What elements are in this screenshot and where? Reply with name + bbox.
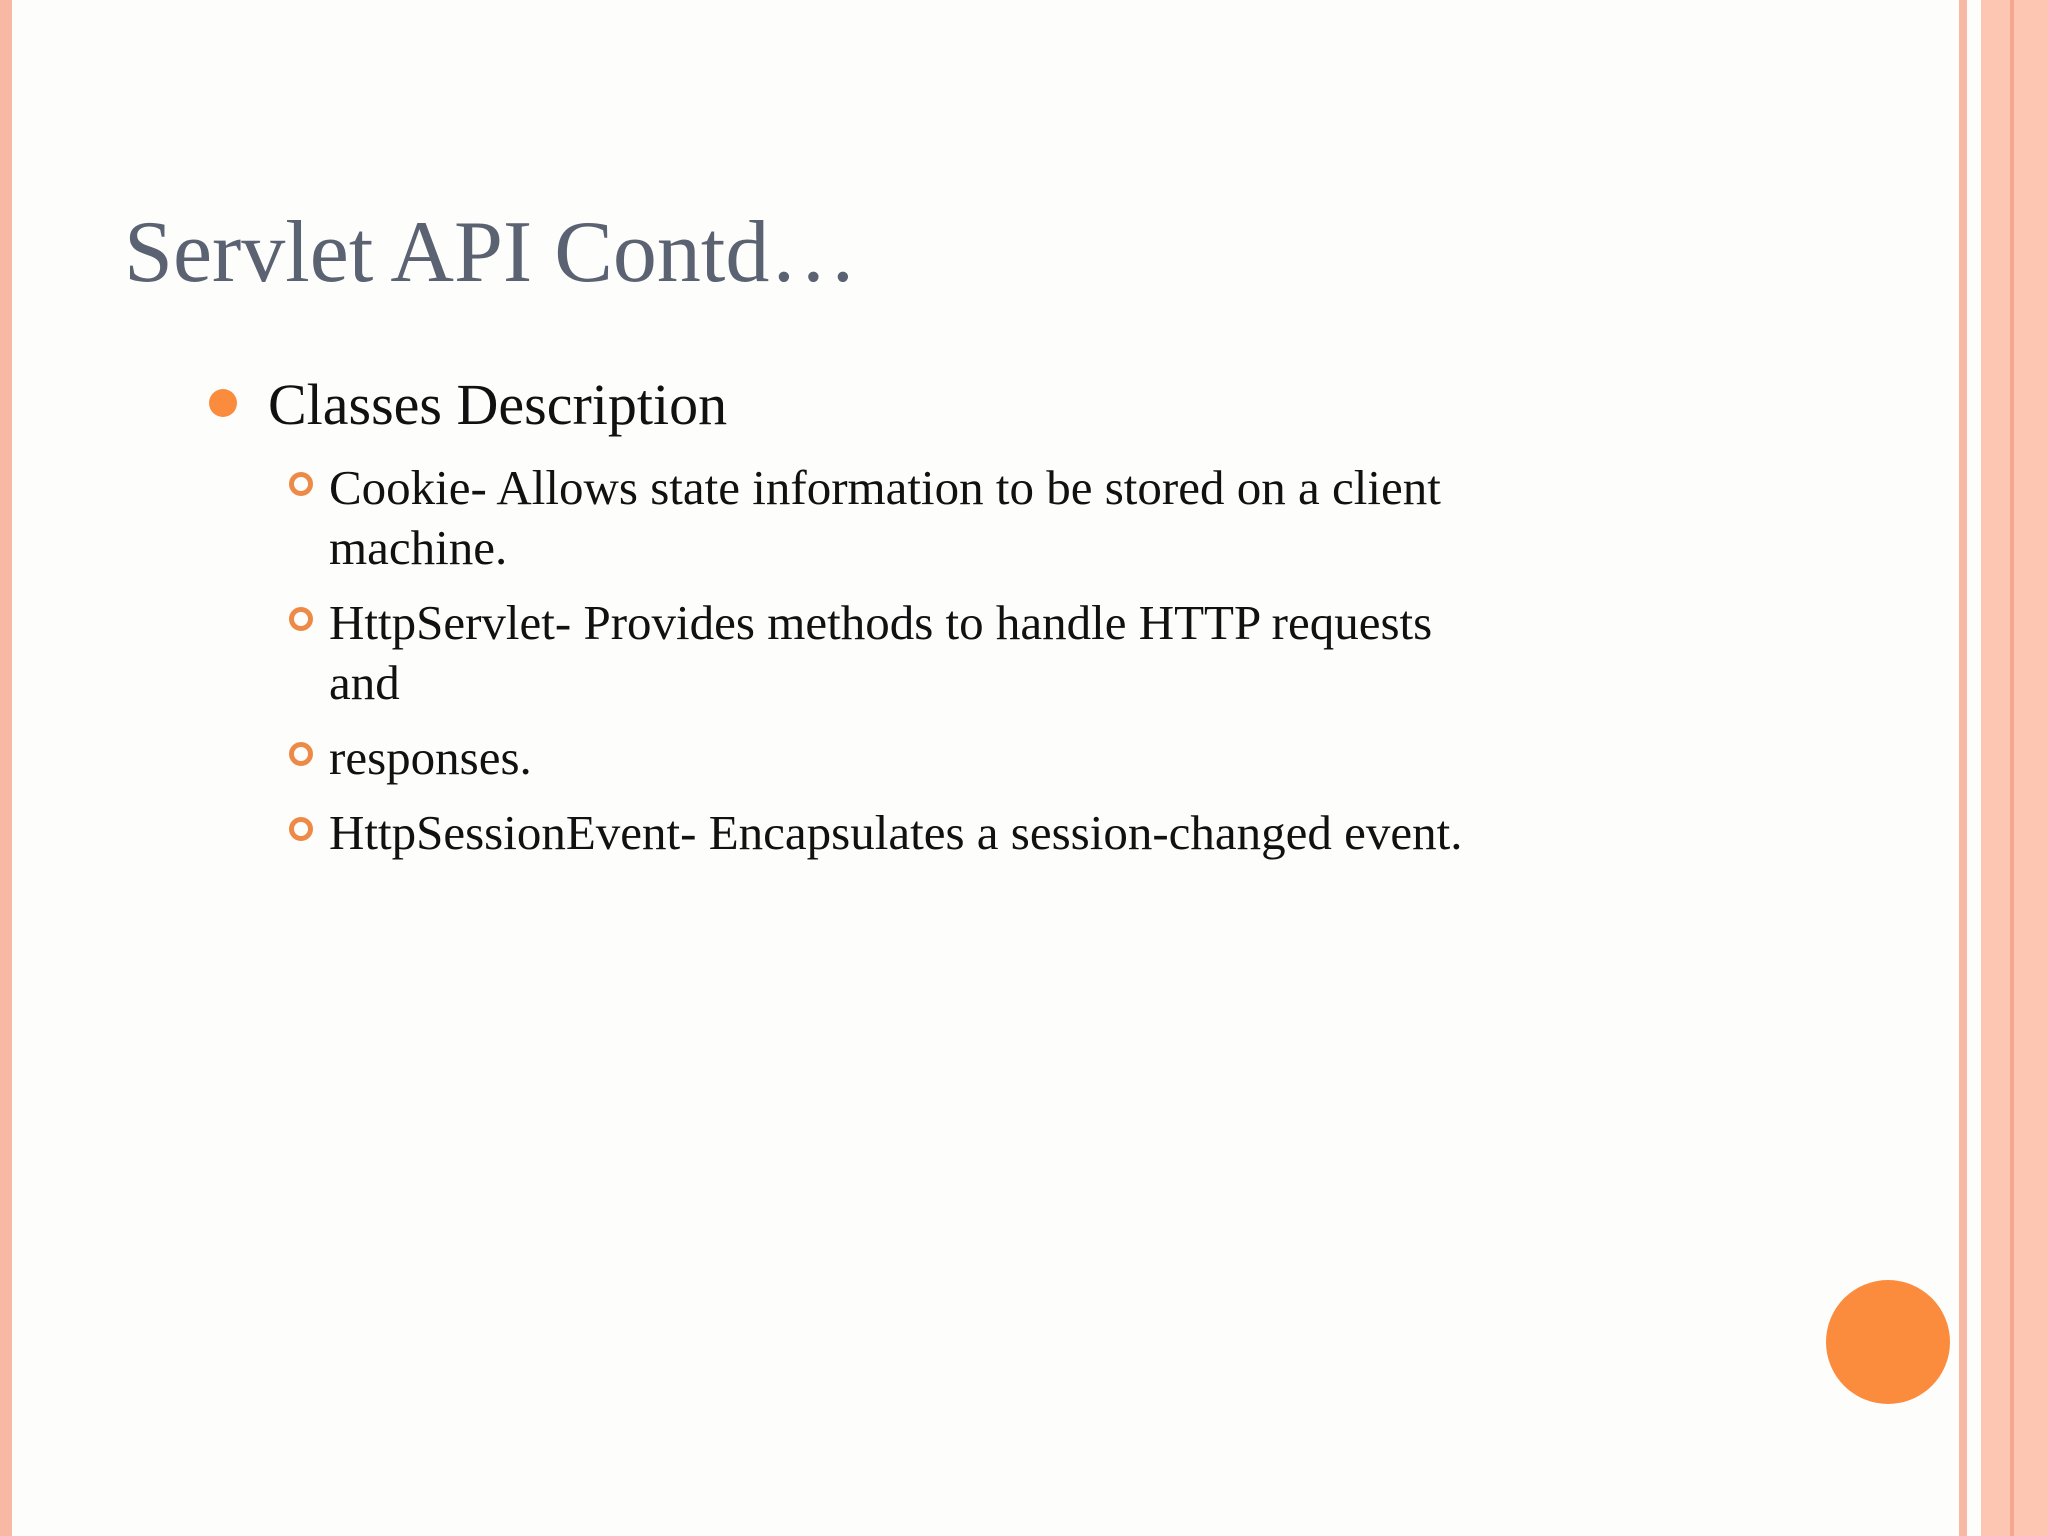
orange-circle-decoration-icon: [1826, 1280, 1950, 1404]
sub-bullet-line: Cookie- Allows state information to be stored on a client: [329, 460, 1441, 515]
sub-bullet-item: [329, 728, 1729, 788]
ring-bullet-icon: [289, 607, 313, 631]
left-border-stripe: [0, 0, 12, 1536]
sub-bullet-line: and: [329, 655, 400, 710]
sub-bullet-line: HttpSessionEvent- Encapsulates a session-changed event.: [329, 805, 1463, 860]
right-border-line: [2010, 0, 2014, 1536]
sub-bullet-line: HttpServlet- Provides methods to handle HTTP requests: [329, 595, 1433, 650]
right-border-stripe-thin: [1959, 0, 1967, 1536]
ring-bullet-icon: [289, 472, 313, 496]
left-border-gap: [12, 0, 24, 1536]
slide-title: Servlet API Contd…: [124, 204, 858, 301]
sub-bullet-item: [329, 803, 1729, 863]
sub-bullet-line: responses.: [329, 730, 532, 785]
filled-circle-bullet-icon: [209, 389, 237, 417]
right-border-stripe-wide: [1981, 0, 2048, 1536]
sub-bullet-item: [329, 458, 1729, 578]
ring-bullet-icon: [289, 742, 313, 766]
ring-bullet-icon: [289, 817, 313, 841]
sub-bullet-line: machine.: [329, 520, 508, 575]
sub-bullet-item: [329, 593, 1729, 713]
right-border-gap: [1967, 0, 1981, 1536]
bullet-level1-text: Classes Description: [268, 372, 728, 437]
